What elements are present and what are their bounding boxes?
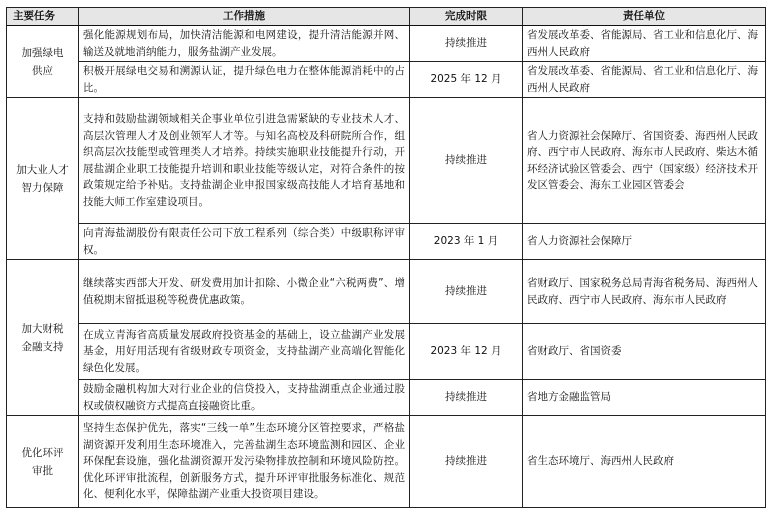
measure-cell: 鼓励金融机构加大对行业企业的信贷投入，支持盐湖重点企业通过股权或债权融资方式提高直接融资比重。 xyxy=(79,380,410,416)
measure-cell: 支持和鼓励盐湖领域相关企事业单位引进急需紧缺的专业技术人才、高层次管理人才及创业领军人才等。与知名高校及科研院所合作，组织高层次技能型或管理类人才培养。持续实施职业技能提升行动，开展盐湖企业职工技能提升培训和职业技能等级认定，对符合条件的按政策规定给予补贴。支持盐湖企业申报国家级高技能人才培育基地和技能大师工作室建设项目。 xyxy=(79,98,410,224)
header-measure: 工作措施 xyxy=(79,8,410,26)
table-body xyxy=(7,26,766,508)
header-units: 责任单位 xyxy=(523,8,766,26)
task-cell xyxy=(7,260,79,416)
deadline-cell: 2023 年 1 月 xyxy=(410,224,523,260)
header-row xyxy=(7,8,766,26)
measures-table xyxy=(6,7,766,508)
task-cell xyxy=(7,98,79,260)
measure-cell: 向青海盐湖股份有限责任公司下放工程系列（综合类）中级职称评审权。 xyxy=(79,224,410,260)
table-row xyxy=(7,62,766,98)
task-text: 加大财税金融支持 xyxy=(21,322,64,353)
deadline-cell: 持续推进 xyxy=(410,416,523,508)
table-row xyxy=(7,260,766,324)
measure-cell: 在成立青海省高质量发展政府投资基金的基础上，设立盐湖产业发展基金，用好用活现有省级财政专项资金，支持盐湖产业高端化智能化绿色化发展。 xyxy=(79,324,410,380)
header-task: 主要任务 xyxy=(7,8,79,26)
table-row xyxy=(7,98,766,224)
task-text: 加强绿电供应 xyxy=(21,46,64,77)
measure-cell: 积极开展绿电交易和溯源认证，提升绿色电力在整体能源消耗中的占比。 xyxy=(79,62,410,98)
deadline-cell: 2025 年 12 月 xyxy=(410,62,523,98)
measure-cell: 强化能源规划布局，加快清洁能源和电网建设，提升清洁能源并网、输送及就地消纳能力，服务盐湖产业发展。 xyxy=(79,26,410,62)
task-text: 加大业人才智力保障 xyxy=(16,163,69,194)
units-cell: 省地方金融监管局 xyxy=(523,380,766,416)
table-header xyxy=(7,8,766,26)
units-cell: 省财政厅、国家税务总局青海省税务局、海西州人民政府、西宁市人民政府、海东市人民政府 xyxy=(523,260,766,324)
deadline-cell: 持续推进 xyxy=(410,380,523,416)
units-cell: 省发展改革委、省能源局、省工业和信息化厅、海西州人民政府 xyxy=(523,26,766,62)
table-row xyxy=(7,380,766,416)
deadline-cell: 持续推进 xyxy=(410,98,523,224)
task-text: 优化环评审批 xyxy=(21,446,64,477)
table-row xyxy=(7,26,766,62)
units-cell: 省人力资源社会保障厅 xyxy=(523,224,766,260)
task-cell xyxy=(7,416,79,508)
units-cell: 省生态环境厅、海西州人民政府 xyxy=(523,416,766,508)
table-row xyxy=(7,416,766,508)
units-cell: 省发展改革委、省能源局、省工业和信息化厅、海西州人民政府 xyxy=(523,62,766,98)
units-cell: 省财政厅、省国资委 xyxy=(523,324,766,380)
measure-cell: 继续落实西部大开发、研发费用加计扣除、小微企业“六税两费”、增值税期末留抵退税等税费优惠政策。 xyxy=(79,260,410,324)
units-cell: 省人力资源社会保障厅、省国资委、海西州人民政府、西宁市人民政府、海东市人民政府、柴达木循环经济试验区管委会、西宁（国家级）经济技术开发区管委会、海东工业园区管委会 xyxy=(523,98,766,224)
deadline-cell: 2023 年 12 月 xyxy=(410,324,523,380)
table-row xyxy=(7,224,766,260)
header-deadline: 完成时限 xyxy=(410,8,523,26)
table-row xyxy=(7,324,766,380)
measure-cell: 坚持生态保护优先，落实“三线一单”生态环境分区管控要求，严格盐湖资源开发利用生态环境准入，完善盐湖生态环境监测和园区、企业环保配套设施，强化盐湖资源开发污染物排放控制和环境风险防控。优化环评审批流程，创新服务方式，提升环评审批服务标准化、规范化、便利化水平，保障盐湖产业重大投资项目建设。 xyxy=(79,416,410,508)
deadline-cell: 持续推进 xyxy=(410,260,523,324)
task-cell xyxy=(7,26,79,98)
deadline-cell: 持续推进 xyxy=(410,26,523,62)
